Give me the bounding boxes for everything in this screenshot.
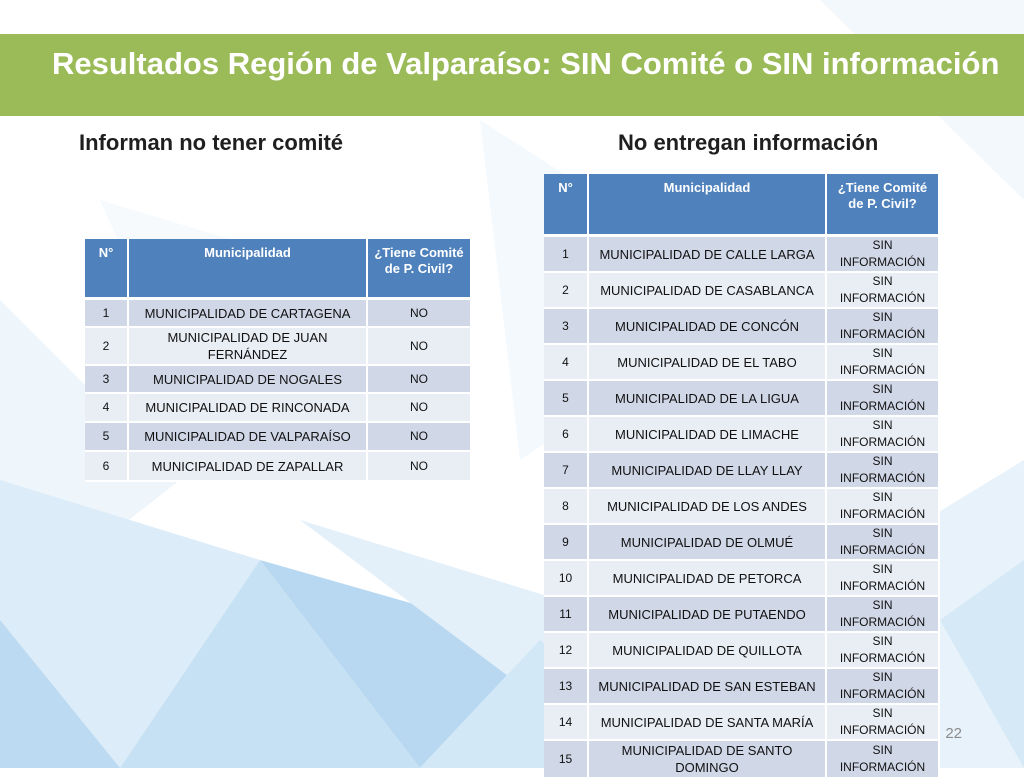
table-row [85,423,472,452]
row-municipalidad: MUNICIPALIDAD DE LOS ANDES [589,489,827,525]
row-municipalidad: MUNICIPALIDAD DE CONCÓN [589,309,827,345]
column-header-comite: ¿Tiene Comité de P. Civil? [827,174,940,237]
row-comite: SIN INFORMACIÓN [827,525,940,561]
row-comite: SIN INFORMACIÓN [827,453,940,489]
column-header-number: N° [85,239,129,300]
left-table [85,239,472,482]
row-comite: SIN INFORMACIÓN [827,309,940,345]
page-number: 22 [945,725,962,742]
row-comite: NO [368,366,472,394]
row-comite: SIN INFORMACIÓN [827,381,940,417]
row-comite: NO [368,394,472,423]
row-municipalidad: MUNICIPALIDAD DE SAN ESTEBAN [589,669,827,705]
row-number: 5 [544,381,589,417]
row-number: 10 [544,561,589,597]
row-number: 1 [544,237,589,273]
table-header-row [544,174,940,237]
table-row [85,328,472,366]
table-row [544,741,940,779]
table-row [544,417,940,453]
row-municipalidad: MUNICIPALIDAD DE QUILLOTA [589,633,827,669]
row-municipalidad: MUNICIPALIDAD DE OLMUÉ [589,525,827,561]
table-row [544,561,940,597]
row-number: 11 [544,597,589,633]
table-row [544,309,940,345]
row-municipalidad: MUNICIPALIDAD DE LA LIGUA [589,381,827,417]
row-number: 6 [85,452,129,482]
row-number: 2 [85,328,129,366]
right-heading: No entregan información [618,130,879,155]
row-number: 13 [544,669,589,705]
table-row [544,669,940,705]
row-number: 15 [544,741,589,779]
column-header-municipalidad: Municipalidad [129,239,368,300]
row-comite: NO [368,452,472,482]
row-number: 4 [544,345,589,381]
row-comite: SIN INFORMACIÓN [827,669,940,705]
slide-title: Resultados Región de Valparaíso: SIN Comité o SIN información [52,46,1000,81]
table-row [544,453,940,489]
row-number: 2 [544,273,589,309]
row-comite: SIN INFORMACIÓN [827,705,940,741]
row-comite: NO [368,423,472,452]
row-number: 9 [544,525,589,561]
row-municipalidad: MUNICIPALIDAD DE CARTAGENA [129,300,368,328]
table-header-row [85,239,472,300]
row-municipalidad: MUNICIPALIDAD DE JUAN FERNÁNDEZ [129,328,368,366]
column-header-municipalidad: Municipalidad [589,174,827,237]
row-municipalidad: MUNICIPALIDAD DE SANTA MARÍA [589,705,827,741]
row-comite: SIN INFORMACIÓN [827,741,940,779]
row-municipalidad: MUNICIPALIDAD DE VALPARAÍSO [129,423,368,452]
row-municipalidad: MUNICIPALIDAD DE LIMACHE [589,417,827,453]
row-municipalidad: MUNICIPALIDAD DE PUTAENDO [589,597,827,633]
table-row [544,381,940,417]
row-comite: SIN INFORMACIÓN [827,345,940,381]
table-row [85,366,472,394]
table-row [544,705,940,741]
table-row [85,452,472,482]
table-row [544,237,940,273]
row-number: 12 [544,633,589,669]
row-comite: SIN INFORMACIÓN [827,273,940,309]
row-number: 14 [544,705,589,741]
row-number: 3 [544,309,589,345]
row-comite: SIN INFORMACIÓN [827,417,940,453]
table-row [85,300,472,328]
row-number: 7 [544,453,589,489]
table-row [544,597,940,633]
row-number: 8 [544,489,589,525]
row-number: 6 [544,417,589,453]
row-number: 5 [85,423,129,452]
column-header-number: N° [544,174,589,237]
row-municipalidad: MUNICIPALIDAD DE SANTO DOMINGO [589,741,827,779]
row-comite: SIN INFORMACIÓN [827,597,940,633]
row-municipalidad: MUNICIPALIDAD DE LLAY LLAY [589,453,827,489]
row-municipalidad: MUNICIPALIDAD DE PETORCA [589,561,827,597]
row-number: 1 [85,300,129,328]
table-row [544,633,940,669]
row-comite: SIN INFORMACIÓN [827,633,940,669]
row-municipalidad: MUNICIPALIDAD DE ZAPALLAR [129,452,368,482]
table-row [544,489,940,525]
row-number: 3 [85,366,129,394]
right-table [544,174,940,779]
table-row [85,394,472,423]
column-header-comite: ¿Tiene Comité de P. Civil? [368,239,472,300]
row-comite: SIN INFORMACIÓN [827,489,940,525]
row-comite: SIN INFORMACIÓN [827,561,940,597]
row-comite: SIN INFORMACIÓN [827,237,940,273]
left-heading: Informan no tener comité [79,130,344,155]
table-row [544,525,940,561]
row-comite: NO [368,328,472,366]
row-municipalidad: MUNICIPALIDAD DE NOGALES [129,366,368,394]
row-municipalidad: MUNICIPALIDAD DE CALLE LARGA [589,237,827,273]
table-row [544,273,940,309]
row-municipalidad: MUNICIPALIDAD DE EL TABO [589,345,827,381]
row-number: 4 [85,394,129,423]
row-comite: NO [368,300,472,328]
row-municipalidad: MUNICIPALIDAD DE CASABLANCA [589,273,827,309]
row-municipalidad: MUNICIPALIDAD DE RINCONADA [129,394,368,423]
table-row [544,345,940,381]
